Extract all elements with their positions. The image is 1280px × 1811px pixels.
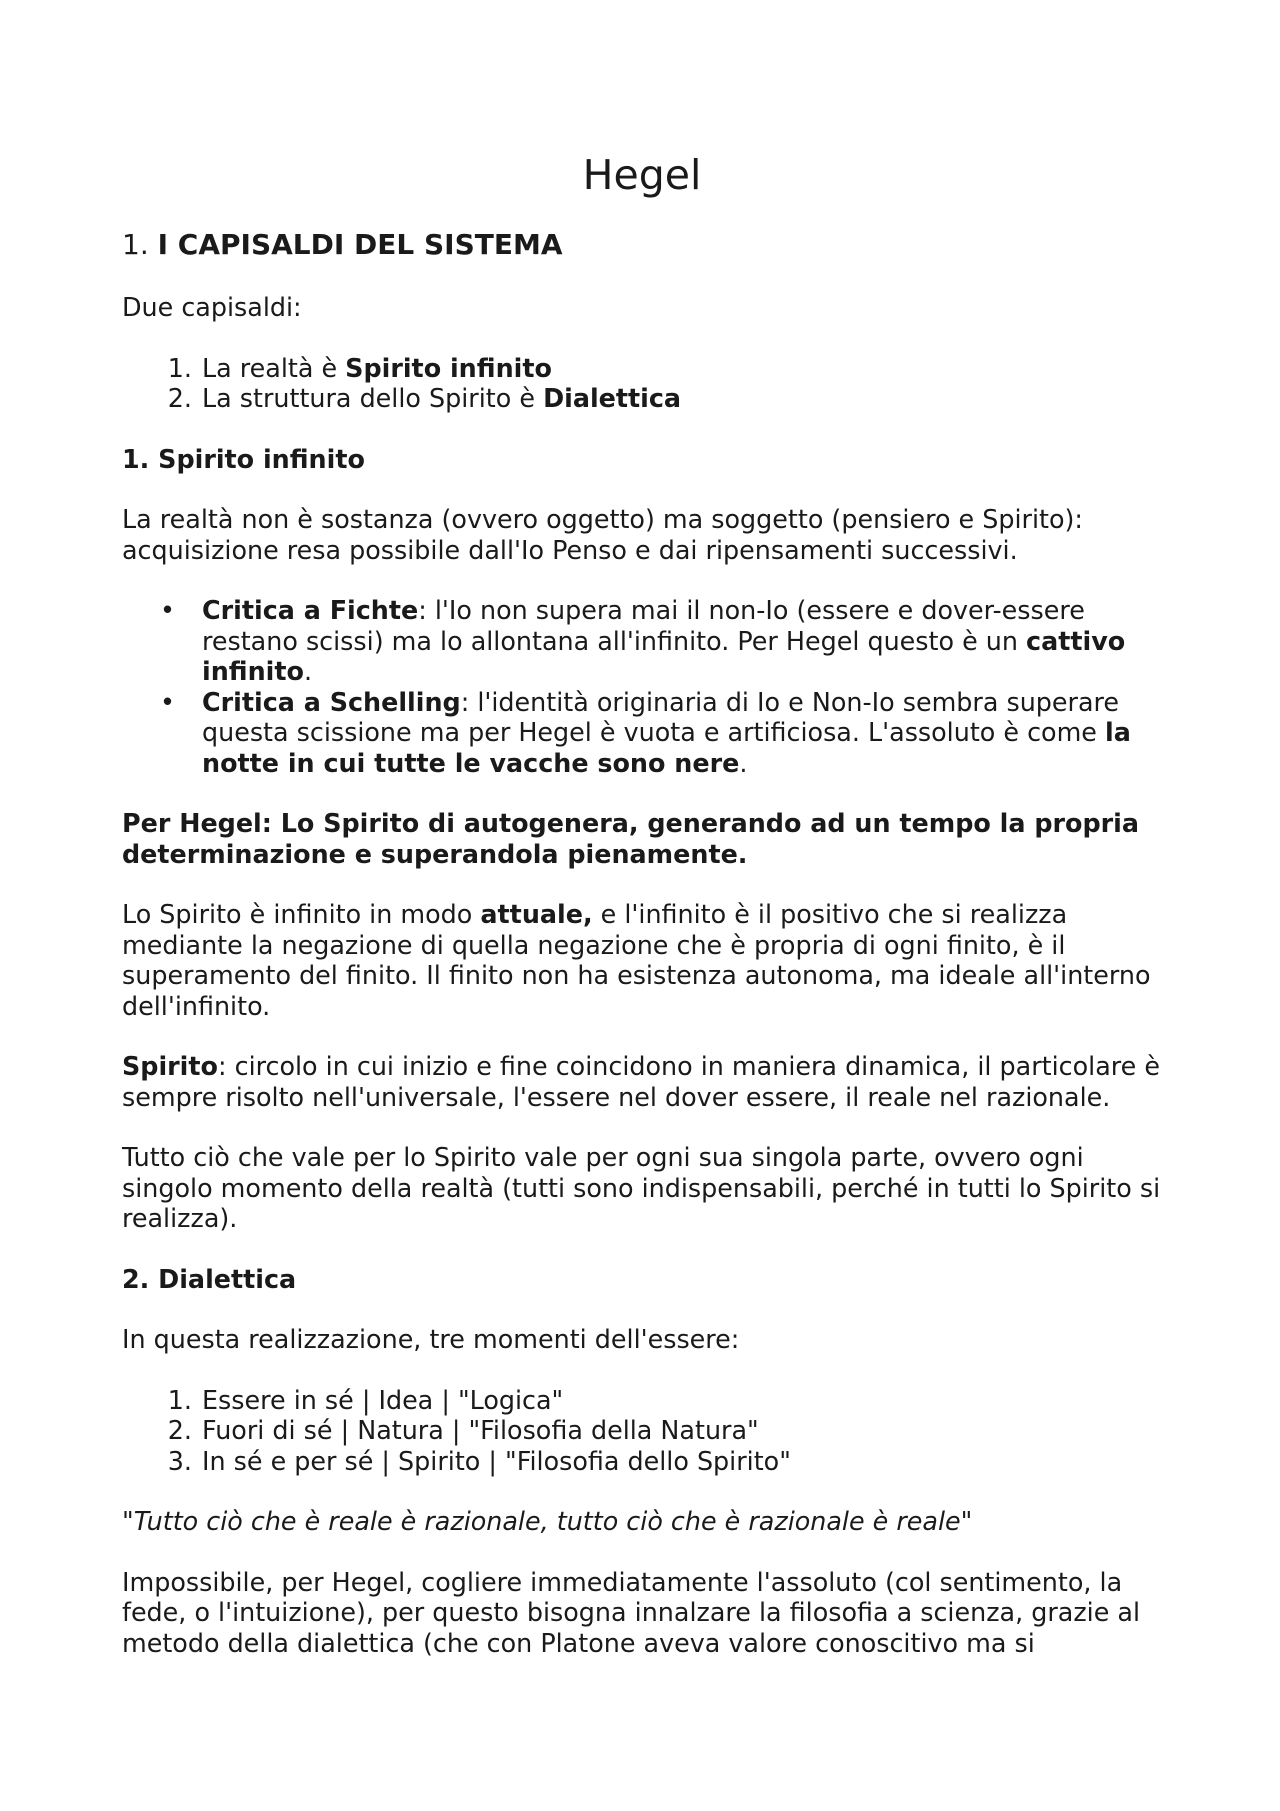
quote-text: Tutto ciò che è reale è razionale, tutto ciò che è razionale è reale (133, 1506, 961, 1536)
bullet-bold: cattivo infinito (202, 625, 1126, 686)
section-heading (122, 228, 1162, 262)
paragraph-text: e l'infinito è il positivo che si realizza mediante la negazione di quella negazione che è propria di ogni finito, è il superamento del finito. Il finito non ha esistenza autonoma, ma ideale all'interno dell'infinito. (122, 899, 1151, 1021)
list-item-text: La struttura dello Spirito è (202, 383, 544, 413)
paragraph-text: Lo Spirito è infinito in modo (122, 899, 481, 929)
quote-mark: " (960, 1506, 973, 1536)
document-title: Hegel (582, 151, 702, 199)
capisaldi-list (122, 353, 1162, 414)
bullet-item (200, 595, 1162, 687)
bullet-bold: la notte in cui tutte le vacche sono nere (202, 717, 1131, 778)
paragraph-bold: Spirito (122, 1051, 218, 1081)
list-item (200, 353, 1162, 384)
subheading-spirito: 1. Spirito infinito (122, 443, 365, 474)
list-item: 1. Essere in sé | Idea | "Logica" (200, 1385, 1162, 1416)
critiche-list (122, 595, 1162, 778)
bullet-end: . (303, 656, 313, 686)
quote (122, 1506, 1162, 1537)
bold-statement (122, 808, 1162, 869)
paragraph-bold: attuale, (480, 899, 593, 929)
bullet-label: Critica a Fichte (202, 595, 419, 625)
dialettica-intro: In questa realizzazione, tre momenti dell'essere: (122, 1324, 740, 1354)
section-title: I CAPISALDI DEL SISTEMA (157, 228, 563, 261)
momenti-list (122, 1385, 1162, 1477)
section-number: 1. (122, 228, 158, 261)
bullet-label: Critica a Schelling (202, 686, 461, 717)
quote-mark: " (122, 1506, 134, 1536)
paragraph: La realtà non è sostanza (ovvero oggetto) ma soggetto (pensiero e Spirito): acquisizione resa possibile dall'Io Penso e dai ripensamenti successivi. (122, 504, 1083, 565)
paragraph (122, 899, 1162, 1021)
bullet-item (200, 687, 1162, 779)
bullet-text: : l'identità originaria di Io e Non-Io sembra superare questa scissione ma per Hegel è vuota e artificiosa. L'assoluto è come (202, 686, 1120, 747)
paragraph: Impossibile, per Hegel, cogliere immediatamente l'assoluto (col sentimento, la fede, o l'intuizione), per questo bisogna innalzare la filosofia a scienza, grazie al metodo della dialettica (che con Platone aveva valore conoscitivo ma si (122, 1566, 1141, 1658)
list-item: 2. Fuori di sé | Natura | "Filosofia della Natura" (200, 1415, 1162, 1446)
paragraph (122, 1051, 1162, 1112)
list-item-bold: Spirito infinito (345, 352, 552, 383)
subheading-dialettica: 2. Dialettica (122, 1263, 297, 1294)
list-item-text: La realtà è (202, 352, 346, 383)
bullet-end: . (739, 747, 748, 778)
list-item (200, 383, 1162, 414)
bullet-text: : l'Io non supera mai il non-Io (essere e dover-essere restano scissi) ma lo allontana all'infinito. Per Hegel questo è un (202, 595, 1085, 656)
list-item-bold: Dialettica (543, 383, 682, 413)
capisaldi-intro: Due capisaldi: (122, 292, 302, 322)
statement-text: Per Hegel: Lo Spirito di autogenera, generando ad un tempo la propria determinazione e superandola pienamente. (122, 808, 1140, 869)
paragraph: Tutto ciò che vale per lo Spirito vale per ogni sua singola parte, ovvero ogni singolo momento della realtà (tutti sono indispensabili, perché in tutti lo Spirito si realizza). (122, 1142, 1161, 1233)
paragraph-text: : circolo in cui inizio e fine coincidono in maniera dinamica, il particolare è sempre risolto nell'universale, l'essere nel dover essere, il reale nel razionale. (122, 1051, 1160, 1112)
list-item: 3. In sé e per sé | Spirito | "Filosofia dello Spirito" (200, 1446, 1162, 1477)
